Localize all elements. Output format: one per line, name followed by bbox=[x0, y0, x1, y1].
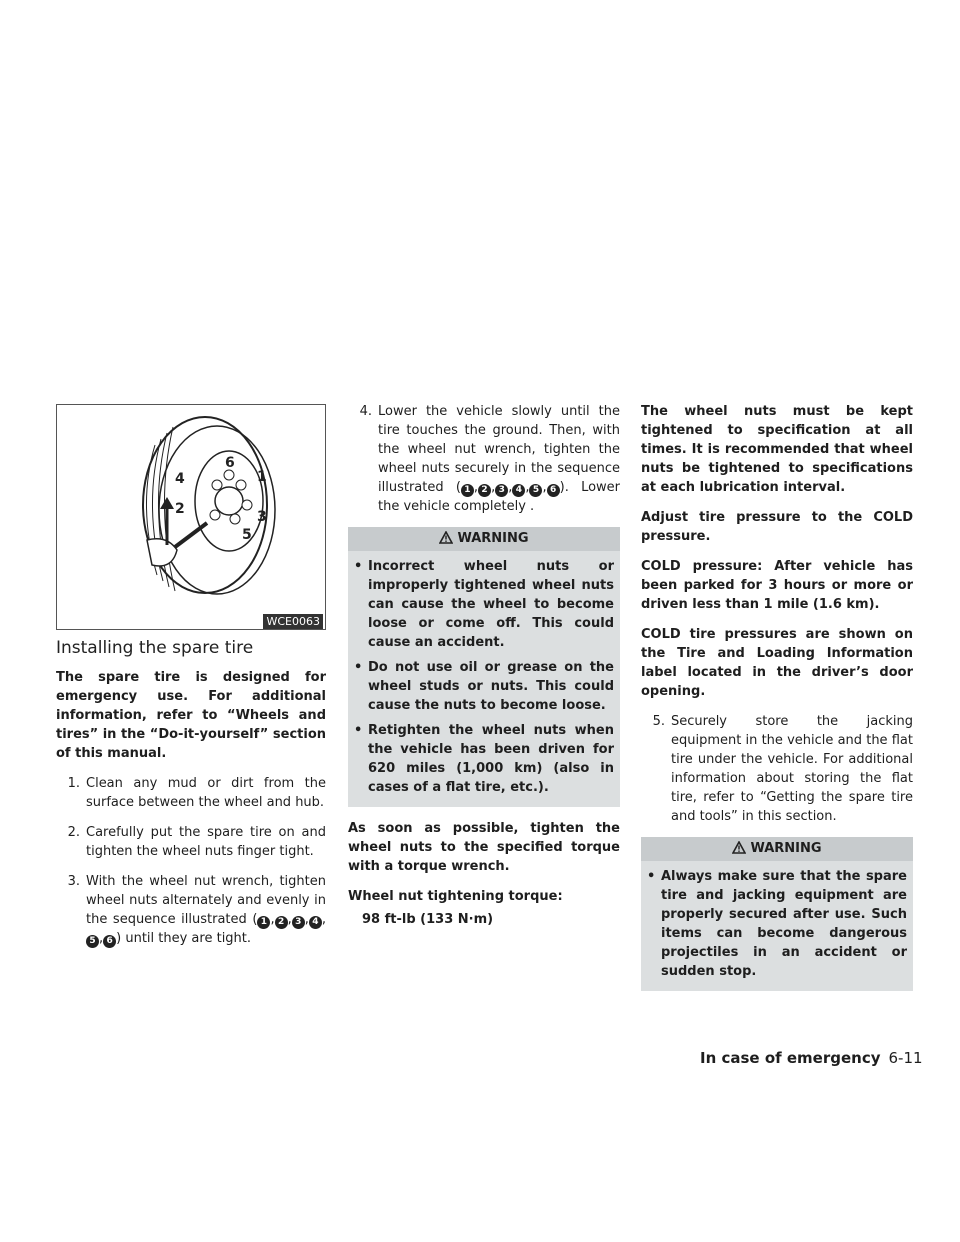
spare-tire-figure bbox=[56, 404, 326, 630]
warning-title: WARNING bbox=[750, 841, 822, 856]
step-text: With the wheel nut wrench, tighten wheel nuts alternately and evenly in the sequence illustrated ( 1 , 2 , 3 , 4 ,5 , 6 ) until they are tight. bbox=[86, 874, 326, 946]
warning-icon bbox=[732, 841, 746, 854]
step-text: Carefully put the spare tire on and tighten the wheel nuts finger tight. bbox=[86, 825, 326, 859]
fig-label-2: 2 bbox=[175, 501, 185, 517]
fig-label-5: 5 bbox=[242, 527, 252, 543]
step-number: 5. bbox=[652, 714, 665, 729]
step-text-b: ) until they are tight. bbox=[116, 931, 252, 946]
column-3 bbox=[641, 402, 913, 1003]
seq-6-icon: 6 bbox=[547, 484, 560, 497]
warning-item: • Retighten the wheel nuts when the vehicle has been driven for 620 miles (1,000 km) (also in cases of a flat tire, etc.). bbox=[354, 723, 614, 795]
footer-section: In case of emergency bbox=[700, 1049, 881, 1067]
fig-label-6: 6 bbox=[225, 455, 235, 471]
paragraph-3: COLD pressure: After vehicle has been parked for 3 hours or more or driven less than 1 mile (1.6 km). bbox=[641, 559, 913, 612]
seq-2-icon: 2 bbox=[275, 916, 288, 929]
warning-text: Do not use oil or grease on the wheel studs or nuts. This could cause the nuts to become loose. bbox=[368, 660, 614, 713]
figure-code: WCE0063 bbox=[263, 614, 323, 629]
seq-1-icon: 1 bbox=[461, 484, 474, 497]
intro-paragraph: The spare tire is designed for emergency use. For additional information, refer to “Wheels and tires” in the “Do-it-yourself” section of this manual. bbox=[56, 670, 326, 761]
step-5 bbox=[641, 712, 913, 826]
warning-item: • Always make sure that the spare tire and jacking equipment are properly secured after use. Such items can become dangerous projectiles in an accident or sudden stop. bbox=[647, 869, 907, 979]
step-3 bbox=[56, 872, 326, 948]
step-number: 2. bbox=[67, 825, 80, 840]
page-number: 6-11 bbox=[888, 1049, 923, 1067]
step-text: Lower the vehicle slowly until the tire touches the ground. Then, with the wheel nut wrench, tighten the wheel nuts securely in the sequence illustrated ( 1 , 2 , 3 , 4 , 5 , 6 ). Lower the vehicle completely . bbox=[378, 404, 621, 514]
step-number: 3. bbox=[67, 874, 80, 889]
seq-5-icon: 5 bbox=[529, 484, 542, 497]
column-1 bbox=[56, 404, 326, 959]
step-2 bbox=[56, 823, 326, 861]
step-number: 4. bbox=[359, 404, 372, 419]
fig-label-3: 3 bbox=[257, 509, 267, 525]
seq-4-icon: 4 bbox=[309, 916, 322, 929]
column-2 bbox=[348, 402, 620, 940]
seq-3-icon: 3 bbox=[495, 484, 508, 497]
seq-6-icon: 6 bbox=[103, 935, 116, 948]
paragraph-2: Adjust tire pressure to the COLD pressure. bbox=[641, 510, 913, 544]
warning-box bbox=[348, 527, 620, 807]
warning-box bbox=[641, 837, 913, 991]
seq-4-icon: 4 bbox=[512, 484, 525, 497]
step-number: 1. bbox=[67, 776, 80, 791]
seq-5-icon: 5 bbox=[86, 935, 99, 948]
torque-label: Wheel nut tightening torque: bbox=[348, 889, 563, 904]
warning-text: Incorrect wheel nuts or improperly tightened wheel nuts can cause the wheel to become loose or come off. This could cause an accident. bbox=[368, 559, 614, 650]
warning-item: • Incorrect wheel nuts or improperly tightened wheel nuts can cause the wheel to become loose or come off. This could cause an accident. bbox=[354, 559, 614, 650]
step-text-a: With the wheel nut wrench, tighten wheel nuts alternately and evenly in the sequence illustrated ( bbox=[86, 874, 326, 927]
step-1 bbox=[56, 774, 326, 812]
torque-value: 98 ft-lb (133 N·m) bbox=[362, 912, 494, 927]
section-title: Installing the spare tire bbox=[56, 638, 254, 658]
warning-header bbox=[641, 837, 913, 861]
seq-1-icon: 1 bbox=[257, 916, 270, 929]
tire-illustration bbox=[57, 405, 325, 629]
warning-text: Retighten the wheel nuts when the vehicle has been driven for 620 miles (1,000 km) (also in cases of a flat tire, etc.). bbox=[368, 723, 614, 795]
warning-title: WARNING bbox=[457, 531, 529, 546]
fig-label-4: 4 bbox=[175, 471, 185, 487]
fig-label-1: 1 bbox=[257, 469, 267, 485]
paragraph-4: COLD tire pressures are shown on the Tire and Loading Information label located in the driver’s door opening. bbox=[641, 627, 913, 699]
step-4 bbox=[348, 402, 620, 516]
page-footer bbox=[700, 1049, 923, 1067]
warning-text: Always make sure that the spare tire and jacking equipment are properly secured after use. Such items can become dangerous projectiles in an accident or sudden stop. bbox=[661, 869, 907, 979]
warning-icon bbox=[439, 531, 453, 544]
torque-instruction: As soon as possible, tighten the wheel nuts to the specified torque with a torque wrench. bbox=[348, 821, 620, 874]
step-text-a: Lower the vehicle slowly until the tire touches the ground. Then, with the wheel nut wrench, tighten the wheel nuts securely in the sequence illustrated ( bbox=[378, 404, 620, 495]
step-text-b: ). Lower the vehicle completely . bbox=[378, 480, 621, 514]
seq-3-icon: 3 bbox=[292, 916, 305, 929]
seq-2-icon: 2 bbox=[478, 484, 491, 497]
warning-item: • Do not use oil or grease on the wheel studs or nuts. This could cause the nuts to become loose. bbox=[354, 660, 614, 713]
paragraph-1: The wheel nuts must be kept tightened to specification at all times. It is recommended that wheel nuts be tightened to specifications at each lubrication interval. bbox=[641, 404, 913, 495]
step-text: Securely store the jacking equipment in the vehicle and the flat tire under the vehicle. For additional information about storing the flat tire, refer to “Getting the spare tire and tools” in this section. bbox=[671, 714, 913, 824]
step-text: Clean any mud or dirt from the surface between the wheel and hub. bbox=[86, 776, 326, 810]
warning-header bbox=[348, 527, 620, 551]
